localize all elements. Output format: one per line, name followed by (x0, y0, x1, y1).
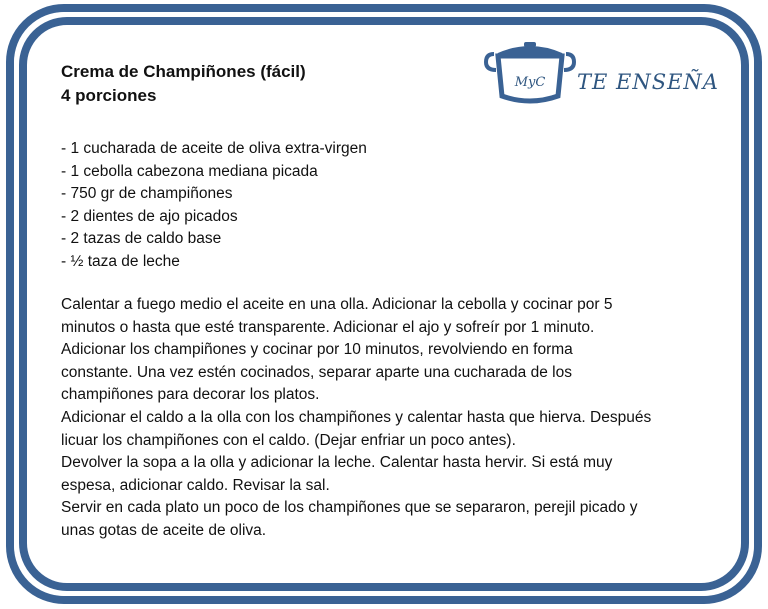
instruction-line: espesa, adicionar caldo. Revisar la sal. (61, 476, 330, 494)
recipe-servings: 4 porciones (61, 86, 157, 105)
instruction-line: constante. Una vez estén cocinados, separar aparte una cucharada de los (61, 363, 572, 381)
ingredient-item: - ½ taza de leche (61, 252, 180, 270)
instruction-line: Adicionar los champiñones y cocinar por 10 minutos, revolviendo en forma (61, 341, 573, 359)
ingredient-item: - 2 tazas de caldo base (61, 230, 222, 248)
instruction-line: champiñones para decorar los platos. (61, 386, 320, 404)
instruction-line: minutos o hasta que esté transparente. Adicionar el ajo y sofreír por 1 minuto. (61, 318, 595, 336)
recipe-title-block (61, 60, 306, 108)
instructions-text (61, 294, 711, 543)
instruction-line: Calentar a fuego medio el aceite en una olla. Adicionar la cebolla y cocinar por 5 (61, 296, 613, 313)
ingredient-item: - 750 gr de champiñones (61, 185, 233, 203)
ingredient-item: - 2 dientes de ajo picados (61, 207, 238, 225)
ingredient-item: - 1 cebolla cabezona mediana picada (61, 162, 318, 180)
logo-tagline: TE ENSEÑA (577, 70, 719, 94)
ingredient-item: - 1 cucharada de aceite de oliva extra-virgen (61, 140, 367, 157)
instruction-line: unas gotas de aceite de oliva. (61, 521, 267, 539)
instruction-line: Devolver la sopa a la olla y adicionar la leche. Calentar hasta hervir. Si está muy (61, 454, 613, 472)
logo-monogram: MyC (514, 75, 546, 90)
instruction-line: licuar los champiñones con el caldo. (Dejar enfriar un poco antes). (61, 431, 516, 449)
instruction-line: Servir en cada plato un poco de los champiñones que se separaron, perejil picado y (61, 499, 638, 517)
recipe-title: Crema de Champiñones (fácil) (61, 62, 306, 81)
ingredient-list (61, 138, 367, 274)
instruction-line: Adicionar el caldo a la olla con los champiñones y calentar hasta que hierva. Después (61, 408, 652, 426)
